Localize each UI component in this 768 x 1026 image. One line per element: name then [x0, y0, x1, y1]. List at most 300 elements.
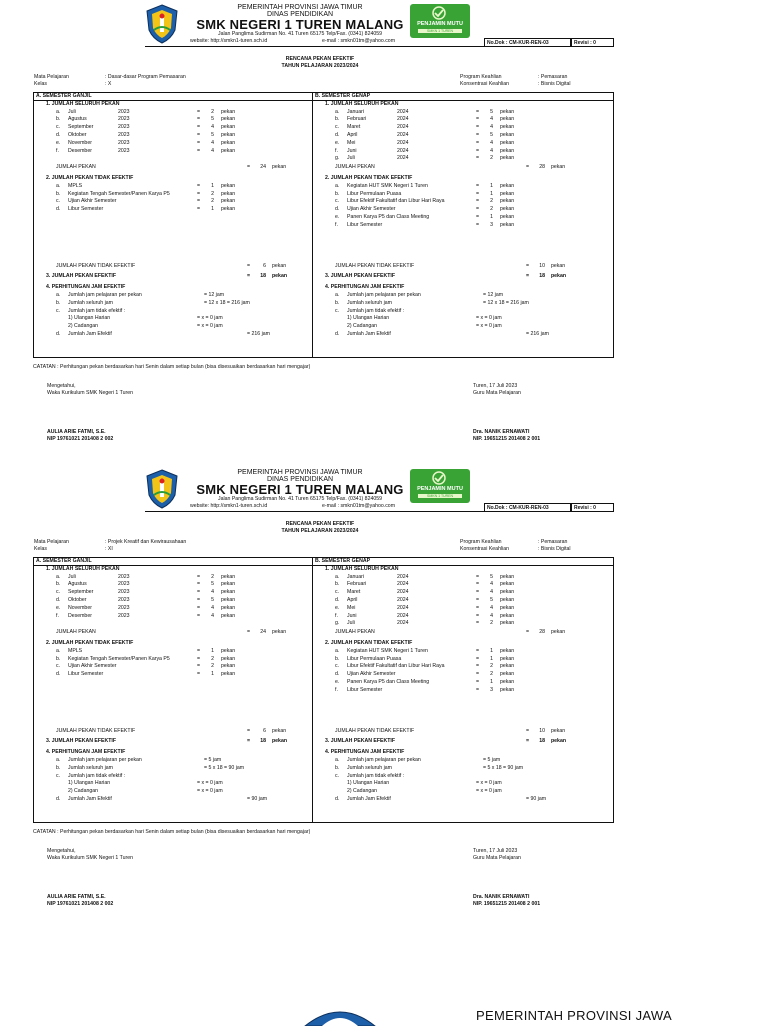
activity-name: Panen Karya P5 dan Class Meeting: [347, 679, 430, 685]
week-count: 2: [490, 198, 493, 205]
total-value: 24: [260, 628, 266, 635]
concentration-label: Konsentrasi Keahlian: [460, 81, 510, 87]
calc-value: = 12 jam: [483, 291, 504, 298]
noneffective-row: [34, 191, 312, 198]
month-name: Februari: [347, 116, 367, 123]
activity-name: Libur Semester: [68, 671, 104, 678]
item-letter: f.: [335, 686, 338, 693]
noneffective-row: [313, 656, 613, 663]
equals: =: [476, 597, 480, 603]
month-row: [313, 613, 613, 620]
item-letter: d.: [335, 671, 340, 678]
section-1-heading: [34, 101, 312, 108]
week-count: 5: [490, 108, 493, 115]
item-letter: b.: [335, 190, 340, 197]
week-count: 5: [490, 132, 493, 138]
noneffective-row: [313, 648, 613, 655]
header-divider: [145, 46, 614, 47]
week-count: 2: [211, 198, 214, 205]
week-count: 4: [211, 604, 214, 611]
week-count: 4: [490, 581, 493, 588]
month-name: Desember: [68, 612, 92, 619]
month-year: 2023: [118, 589, 130, 596]
quality-badge: [410, 469, 470, 503]
month-name: Mei: [347, 604, 356, 611]
activity-name: Libur Efektif Fakultatif dan Libur Hari Raya: [347, 198, 445, 205]
teacher-title: Guru Mata Pelajaran: [473, 855, 521, 861]
month-year: 2023: [118, 132, 130, 138]
item-letter: d.: [335, 132, 340, 138]
total-label: JUMLAH PEKAN TIDAK EFEKTIF: [335, 263, 415, 269]
unit: pekan: [221, 116, 236, 123]
section-4-heading: [34, 284, 312, 291]
equals: =: [197, 671, 201, 678]
month-row: [34, 597, 312, 604]
section-title: 1. JUMLAH SELURUH PEKAN: [46, 100, 120, 107]
calc-value: = x = 0 jam: [197, 323, 223, 330]
unit: pekan: [221, 147, 236, 154]
calc-label: 1) Ulangan Harian: [347, 315, 390, 322]
subject-value: : Dasar-dasar Program Pemasaran: [105, 74, 186, 80]
unit: pekan: [272, 737, 287, 744]
item-letter: f.: [335, 612, 338, 619]
month-name: Juni: [347, 612, 357, 619]
calc-label: Jumlah Jam Efektif: [347, 795, 391, 802]
total-value: 10: [539, 263, 545, 269]
unit: pekan: [221, 190, 236, 197]
week-count: 4: [490, 139, 493, 146]
school-website: website: http://smkn1-turen.sch.id: [190, 38, 268, 44]
item-letter: a.: [335, 108, 340, 115]
program-value: : Pemasaran: [538, 539, 568, 545]
unit: pekan: [221, 581, 236, 588]
week-count: 4: [211, 589, 214, 596]
month-row: [313, 132, 613, 139]
month-name: Maret: [347, 589, 361, 596]
month-year: 2023: [118, 581, 130, 588]
unit: pekan: [500, 132, 515, 138]
east-java-crest-icon: [145, 4, 179, 44]
month-year: 2023: [118, 612, 130, 619]
month-name: Maret: [347, 124, 361, 131]
equals: =: [197, 206, 201, 213]
total-weeks-row: [34, 629, 312, 636]
signer-left-nip: NIP 19761021 201408 2 002: [47, 436, 114, 442]
item-letter: g.: [335, 155, 340, 162]
daily-test-row: [34, 780, 312, 787]
week-count: 5: [211, 581, 214, 588]
activity-name: MPLS: [68, 647, 83, 654]
total-value: 28: [539, 163, 545, 170]
month-year: 2024: [397, 132, 409, 138]
unit: pekan: [221, 671, 236, 678]
note: CATATAN : Perhitungan pekan berdasarkan hari Senin dalam setiap bulan (bisa disesuaikan berdasarkan hari mengajar): [33, 364, 311, 370]
section-title: 1. JUMLAH SELURUH PEKAN: [46, 565, 120, 572]
doc-number: No.Dok : CM-KUR-REN-03: [484, 503, 571, 512]
month-row: [34, 613, 312, 620]
equals: =: [476, 182, 480, 189]
month-name: Juli: [68, 108, 76, 115]
daily-test-row: [34, 315, 312, 322]
school-email: e-mail : smkn01tm@yahoo.com: [322, 503, 396, 509]
concentration-label: Konsentrasi Keahlian: [460, 546, 510, 552]
month-year: 2023: [118, 139, 130, 146]
doc-number: No.Dok : CM-KUR-REN-03: [484, 38, 571, 47]
noneffective-row: [34, 671, 312, 678]
section-title: 3. JUMLAH PEKAN EFEKTIF: [325, 272, 396, 279]
calc-label: Jumlah Jam Efektif: [347, 330, 391, 337]
effective-hours-row: [313, 331, 613, 338]
month-name: Juli: [68, 573, 76, 580]
unit: pekan: [500, 573, 515, 580]
signer-right-name: Dra. NANIK ERNAWATI: [473, 894, 530, 900]
unit: pekan: [500, 679, 515, 685]
total-hours-row: [313, 300, 613, 307]
total-label: JUMLAH PEKAN: [56, 628, 96, 635]
month-year: 2024: [397, 573, 409, 580]
concentration-value: : Bisnis Digital: [538, 81, 571, 87]
calc-value: = 5 jam: [483, 756, 501, 763]
equals: =: [476, 679, 480, 685]
item-letter: d.: [56, 671, 61, 678]
item-letter: a.: [56, 647, 61, 654]
equals: =: [197, 589, 201, 596]
hours-per-week-row: [34, 757, 312, 764]
note: CATATAN : Perhitungan pekan berdasarkan hari Senin dalam setiap bulan (bisa disesuaikan berdasarkan hari mengajar): [33, 829, 311, 835]
equals: =: [476, 108, 480, 115]
activity-name: Libur Semester: [68, 206, 104, 213]
month-row: [313, 124, 613, 131]
week-count: 2: [490, 663, 493, 670]
month-year: 2024: [397, 604, 409, 611]
month-year: 2024: [397, 589, 409, 596]
acknowledged-label: Mengetahui,: [47, 383, 76, 389]
activity-name: Kegiatan HUT SMK Negeri 1 Turen: [347, 182, 428, 189]
activity-name: Libur Permulaan Puasa: [347, 190, 402, 197]
week-count: 2: [211, 190, 214, 197]
equals: =: [476, 573, 480, 580]
teacher-title: Guru Mata Pelajaran: [473, 390, 521, 396]
item-letter: b.: [335, 116, 340, 123]
equals: =: [476, 686, 480, 693]
month-year: 2023: [118, 108, 130, 115]
noneffective-row: [313, 679, 613, 686]
unit: pekan: [221, 597, 236, 603]
total-value: 28: [539, 628, 545, 635]
calc-value: = x = 0 jam: [197, 788, 223, 795]
signer-right-nip: NIP. 19651215 201408 2 001: [473, 436, 541, 442]
section-title: 3. JUMLAH PEKAN EFEKTIF: [46, 737, 117, 744]
item-letter: e.: [335, 604, 340, 611]
total-value: 6: [263, 263, 266, 269]
equals: =: [197, 647, 201, 654]
hours-per-week-row: [313, 757, 613, 764]
badge-sub: SMKN 1 TUREN: [418, 494, 462, 498]
month-row: [34, 116, 312, 123]
concentration-value: : Bisnis Digital: [538, 546, 571, 552]
section-1-heading: [313, 566, 613, 573]
semester-title: B. SEMESTER GENAP: [315, 93, 371, 99]
month-year: 2024: [397, 620, 409, 627]
month-name: Januari: [347, 108, 365, 115]
week-count: 4: [211, 139, 214, 146]
activity-name: Ujian Akhir Semester: [68, 663, 117, 670]
total-value: 18: [539, 272, 545, 279]
semester-heading: [313, 93, 613, 100]
unit: pekan: [221, 182, 236, 189]
month-row: [313, 581, 613, 588]
item-letter: b.: [56, 190, 61, 197]
calc-label: Jumlah jam pelajaran per pekan: [68, 291, 142, 298]
week-count: 2: [490, 206, 493, 213]
section-title: 1. JUMLAH SELURUH PEKAN: [325, 565, 399, 572]
activity-name: MPLS: [68, 182, 83, 189]
month-year: 2023: [118, 573, 130, 580]
noneffective-row: [313, 663, 613, 670]
month-year: 2024: [397, 124, 409, 131]
subject-label: Mata Pelajaran: [34, 539, 69, 545]
doc-title: RENCANA PEKAN EFEKTIF: [285, 56, 355, 62]
noneffective-hours-row: [34, 773, 312, 780]
activity-name: Libur Permulaan Puasa: [347, 655, 402, 662]
item-letter: c.: [56, 589, 61, 596]
noneffective-row: [313, 222, 613, 229]
activity-name: Libur Semester: [347, 221, 383, 228]
week-count: 2: [490, 620, 493, 627]
equals: =: [197, 573, 201, 580]
class-value: : X: [105, 81, 112, 87]
noneffective-total-row: [34, 728, 312, 735]
class-label: Kelas: [34, 81, 47, 87]
unit: pekan: [500, 663, 515, 670]
equals: =: [476, 612, 480, 619]
section-2-heading: [313, 175, 613, 182]
week-count: 4: [490, 604, 493, 611]
calc-label: Jumlah Jam Efektif: [68, 330, 112, 337]
effective-hours-row: [34, 796, 312, 803]
unit: pekan: [500, 116, 515, 123]
signer-left-name: AULIA ARIE FATMI, S.E.: [47, 894, 106, 900]
calc-value: = x = 0 jam: [476, 788, 502, 795]
unit: pekan: [551, 728, 566, 734]
unit: pekan: [272, 163, 287, 170]
total-weeks-row: [34, 164, 312, 171]
month-year: 2024: [397, 155, 409, 162]
semester-heading: [313, 558, 613, 565]
equals: =: [197, 124, 201, 131]
semester-genap: [313, 93, 613, 357]
place-date: Turen, 17 Juli 2023: [473, 383, 518, 389]
item-letter: a.: [335, 756, 340, 763]
calc-value: = x = 0 jam: [476, 315, 502, 322]
unit: pekan: [551, 272, 566, 279]
equals: =: [476, 139, 480, 146]
equals: =: [526, 163, 530, 170]
item-letter: e.: [335, 139, 340, 146]
activity-name: Libur Efektif Fakultatif dan Libur Hari Raya: [347, 663, 445, 670]
month-name: November: [68, 604, 92, 611]
month-year: 2024: [397, 116, 409, 123]
unit: pekan: [500, 612, 515, 619]
unit: pekan: [221, 663, 236, 670]
week-count: 5: [490, 573, 493, 580]
item-letter: a.: [335, 291, 340, 298]
unit: pekan: [551, 163, 566, 170]
unit: pekan: [500, 147, 515, 154]
equals: =: [197, 182, 201, 189]
item-letter: a.: [335, 647, 340, 654]
equals: =: [197, 604, 201, 611]
unit: pekan: [221, 139, 236, 146]
month-row: [34, 109, 312, 116]
section-2-heading: [313, 640, 613, 647]
equals: =: [197, 132, 201, 138]
item-letter: b.: [335, 581, 340, 588]
month-row: [313, 605, 613, 612]
total-hours-row: [34, 300, 312, 307]
week-count: 2: [211, 663, 214, 670]
month-year: 2024: [397, 612, 409, 619]
week-count: 4: [211, 124, 214, 131]
badge-title: PENJAMIN MUTU: [417, 21, 463, 27]
equals: =: [526, 737, 530, 744]
month-year: 2023: [118, 124, 130, 131]
month-row: [313, 155, 613, 162]
unit: pekan: [500, 581, 515, 588]
document-1: [0, 0, 768, 465]
place-date: Turen, 17 Juli 2023: [473, 848, 518, 854]
item-letter: b.: [335, 764, 340, 771]
calc-value: = 90 jam: [526, 795, 547, 802]
signer-right-name: Dra. NANIK ERNAWATI: [473, 429, 530, 435]
badge-sub: SMKN 1 TUREN: [418, 29, 462, 33]
equals: =: [476, 214, 480, 220]
month-row: [313, 140, 613, 147]
week-count: 4: [211, 612, 214, 619]
semester-title: A. SEMESTER GANJIL: [36, 93, 92, 99]
equals: =: [476, 116, 480, 123]
noneffective-row: [34, 183, 312, 190]
noneffective-row: [313, 191, 613, 198]
unit: pekan: [500, 182, 515, 189]
section-title: 4. PERHITUNGAN JAM EFEKTIF: [325, 284, 405, 291]
calc-label: 1) Ulangan Harian: [68, 315, 111, 322]
semester-ganjil: [34, 93, 312, 357]
noneffective-row: [34, 648, 312, 655]
equals: =: [476, 663, 480, 670]
semester-title: B. SEMESTER GENAP: [315, 558, 371, 564]
item-letter: d.: [335, 795, 340, 802]
noneffective-row: [34, 198, 312, 205]
hours-per-week-row: [34, 292, 312, 299]
week-count: 1: [211, 182, 214, 189]
school-name: SMK NEGERI 1 TUREN MALANG: [196, 482, 404, 497]
noneffective-total-row: [313, 728, 613, 735]
equals: =: [476, 671, 480, 678]
school-name: SMK NEGERI 1 TUREN MALANG: [196, 17, 404, 32]
calc-label: 1) Ulangan Harian: [68, 780, 111, 787]
week-count: 1: [490, 655, 493, 662]
section-1-heading: [34, 566, 312, 573]
equals: =: [526, 263, 530, 269]
month-name: Desember: [68, 147, 92, 154]
item-letter: a.: [335, 182, 340, 189]
week-count: 4: [490, 147, 493, 154]
effective-hours-row: [313, 796, 613, 803]
unit: pekan: [500, 139, 515, 146]
item-letter: f.: [56, 612, 59, 619]
vice-principal-title: Waka Kurikulum SMK Negeri 1 Turen: [47, 390, 134, 396]
unit: pekan: [500, 214, 515, 220]
section-title: 4. PERHITUNGAN JAM EFEKTIF: [46, 284, 126, 291]
item-letter: f.: [335, 221, 338, 228]
item-letter: c.: [56, 124, 61, 131]
unit: pekan: [500, 597, 515, 603]
month-row: [313, 116, 613, 123]
equals: =: [476, 206, 480, 213]
unit: pekan: [221, 647, 236, 654]
month-row: [313, 148, 613, 155]
east-java-crest-icon: [145, 469, 179, 509]
month-row: [313, 109, 613, 116]
item-letter: a.: [335, 573, 340, 580]
total-value: 18: [539, 737, 545, 744]
item-letter: c.: [56, 307, 61, 314]
next-page-gov: PEMERINTAH PROVINSI JAWA: [476, 1008, 672, 1023]
equals: =: [476, 221, 480, 228]
month-row: [313, 597, 613, 604]
equals: =: [476, 155, 480, 162]
week-count: 2: [211, 655, 214, 662]
section-title: 2. JUMLAH PEKAN TIDAK EFEKTIF: [325, 640, 413, 646]
week-count: 1: [211, 206, 214, 213]
noneffective-row: [34, 663, 312, 670]
reserve-row: [313, 323, 613, 330]
equals: =: [247, 728, 251, 734]
item-letter: d.: [56, 206, 61, 213]
equals: =: [247, 272, 251, 279]
hours-per-week-row: [313, 292, 613, 299]
week-count: 1: [490, 214, 493, 220]
calc-label: Jumlah seluruh jam: [347, 299, 392, 306]
equals: =: [197, 612, 201, 619]
item-letter: f.: [56, 147, 59, 154]
calc-value: = x = 0 jam: [197, 780, 223, 787]
unit: pekan: [551, 628, 566, 635]
checkmark-icon: [430, 471, 448, 485]
calc-label: 2) Cadangan: [68, 323, 98, 330]
month-name: Mei: [347, 139, 356, 146]
daily-test-row: [313, 780, 613, 787]
total-label: JUMLAH PEKAN TIDAK EFEKTIF: [335, 728, 415, 734]
week-count: 4: [490, 124, 493, 131]
total-label: JUMLAH PEKAN TIDAK EFEKTIF: [56, 263, 136, 269]
equals: =: [476, 132, 480, 138]
calc-value: = 5 x 18 = 90 jam: [204, 764, 245, 771]
equals: =: [197, 663, 201, 670]
checkmark-icon: [430, 6, 448, 20]
month-row: [34, 605, 312, 612]
unit: pekan: [221, 198, 236, 205]
program-label: Program Keahlian: [460, 74, 502, 80]
calc-value: = 5 jam: [204, 756, 222, 763]
item-letter: d.: [335, 597, 340, 603]
equals: =: [197, 655, 201, 662]
item-letter: e.: [56, 604, 61, 611]
noneffective-hours-row: [34, 308, 312, 315]
revision: Revisi : 0: [571, 38, 614, 47]
program-value: : Pemasaran: [538, 74, 568, 80]
